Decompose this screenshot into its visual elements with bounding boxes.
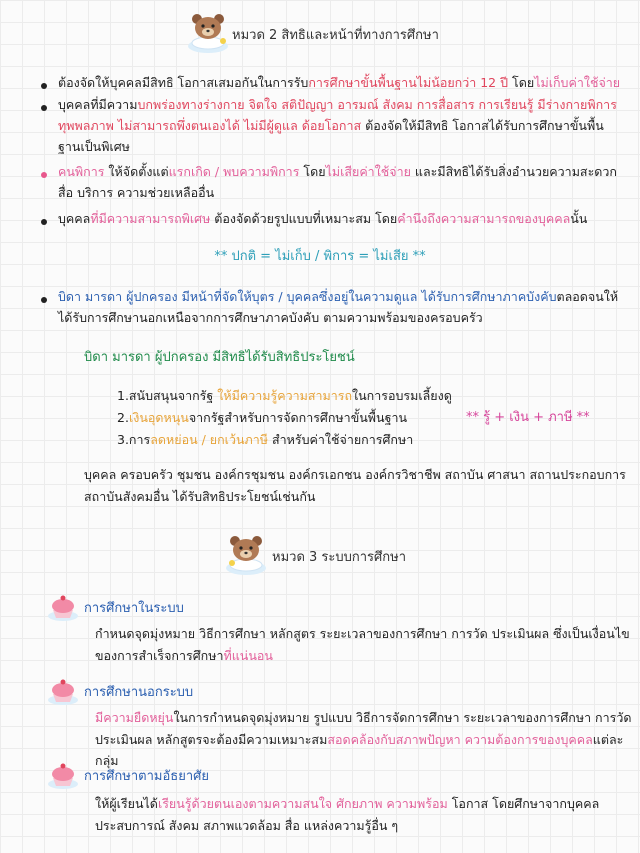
subsection-2-text-2: ประเมินผล หลักสูตรจะต้องมีความเหมาะสม: [95, 732, 328, 747]
bullet-2-text-3: ฐานเป็นพิเศษ: [58, 139, 130, 154]
bullet-3: [58, 161, 628, 203]
bullet-3-no-cost: ไม่เสียค่าใช้จ่าย: [325, 164, 411, 179]
cupcake-icon: [46, 592, 80, 622]
bullet-1-text: ต้องจัดให้บุคคลมีสิทธิ โอกาสเสมอกันในการรับ: [58, 75, 309, 90]
bear-mascot-icon: [222, 532, 270, 576]
subsection-2-text-3: แต่ละกลุ่ม: [95, 732, 624, 768]
bullet-3-text-3: และมีสิทธิได้รับสิ่งอำนวยความสะดวก: [410, 164, 617, 179]
rights-title: บิดา มารดา ผู้ปกครอง มีสิทธิได้รับสิทธิประโยชน์: [84, 350, 355, 365]
rights-item-1-highlight: ให้มีความรู้ความสามารถ: [217, 388, 353, 403]
bullet-dot-pink: [41, 172, 47, 178]
bullet-2-text-2: ต้องจัดให้มีสิทธิ โอกาสได้รับการศึกษาขั้นพื้น: [361, 118, 604, 133]
rights-item-3-highlight: ลดหย่อน / ยกเว้นภาษี: [150, 432, 269, 447]
subsection-1-title: การศึกษาในระบบ: [84, 601, 184, 616]
side-note: ** รู้ + เงิน + ภาษี **: [466, 410, 590, 425]
subsection-3-line-2: ประสบการณ์ สังคม สภาพแวดล้อม สื่อ แหล่งความรู้อื่น ๆ: [95, 818, 399, 833]
rights-item-2-text: 2.: [117, 410, 129, 425]
subsection-2-line-1: [95, 707, 632, 728]
bullet-2-text: บุคคลที่มีความ: [58, 97, 138, 112]
rights-item-3: [117, 429, 413, 450]
cupcake-icon: [46, 760, 80, 790]
rights-item-2: [117, 407, 407, 428]
bullet-2: [58, 94, 628, 157]
rights-item-2-highlight: เงินอุดหนุน: [128, 410, 189, 425]
bullet-3-text-2: โดย: [299, 164, 326, 179]
rights-item-2-text-2: จากรัฐสำหรับการจัดการศึกษาขั้นพื้นฐาน: [188, 410, 408, 425]
subsection-3-highlight: เรียนรู้ด้วยตนเองตามความสนใจ ศักยภาพ ความพร้อม: [157, 796, 448, 811]
bullet-dot: [41, 105, 47, 111]
bullet-3-text: ให้จัดตั้งแต่: [104, 164, 169, 179]
rights-item-1: [117, 385, 452, 406]
bullet-3-highlight: แรกเกิด / พบความพิการ: [168, 164, 300, 179]
rights-item-3-text: 3.การ: [117, 432, 151, 447]
rights-item-3-text-2: สำหรับค่าใช้จ่ายการศึกษา: [268, 432, 414, 447]
bullet-5-text: ตลอดจนให้: [556, 289, 619, 304]
paragraph-line-2: สถาบันสังคมอื่น ได้รับสิทธิประโยชน์เช่นกัน: [84, 489, 316, 504]
bullet-4-highlight: ที่มีความสามารถพิเศษ: [90, 211, 211, 226]
bullet-dot: [41, 83, 47, 89]
bullet-1-no-fee: ไม่เก็บค่าใช้จ่าย: [534, 75, 621, 90]
subsection-1-line-1: กำหนดจุดมุ่งหมาย วิธีการศึกษา หลักสูตร ระยะเวลาของการศึกษา การวัด ประเมินผล ซึ่งเป็นเงื่อนไข: [95, 626, 630, 641]
paragraph-line-1: บุคคล ครอบครัว ชุมชน องค์กรชุมชน องค์กรเอกชน องค์กรวิชาชีพ สถาบัน ศาสนา สถานประกอบการ: [84, 467, 626, 482]
summary-note: ** ปกติ = ไม่เก็บ / พิการ = ไม่เสีย **: [214, 249, 426, 264]
bullet-dot: [41, 297, 47, 303]
bullet-1-text-2: โดย: [508, 75, 535, 90]
bear-mascot-icon: [184, 10, 232, 54]
subsection-3-text-2: โอกาส โดยศึกษาจากบุคคล: [447, 796, 600, 811]
subsection-1-highlight: ที่แน่นอน: [223, 648, 273, 663]
bullet-5: [58, 286, 633, 328]
subsection-3-line-1: [95, 793, 599, 814]
bullet-2-highlight: บกพร่องทางร่างกาย จิตใจ สติปัญญา อารมณ์ สังคม การสื่อสาร การเรียนรู้ มีร่างกายพิการ: [137, 97, 617, 112]
subsection-2-highlight-2: สอดคล้องกับสภาพปัญหา ความต้องการของบุคคล: [327, 732, 593, 747]
subsection-2-highlight: มีความยืดหยุ่น: [95, 710, 174, 725]
section-3-title: หมวด 3 ระบบการศึกษา: [272, 550, 407, 565]
bullet-1-highlight: การศึกษาขั้นพื้นฐานไม่น้อยกว่า 12 ปี: [308, 75, 509, 90]
rights-item-1-text-2: ในการอบรมเลี้ยงดู: [352, 388, 452, 403]
subsection-3-text: ให้ผู้เรียนได้: [95, 796, 158, 811]
bullet-5-highlight: บิดา มารดา ผู้ปกครอง มีหน้าที่จัดให้บุตร / บุคคลซึ่งอยู่ในความดูแล ได้รับการศึกษาภาคบังคับ: [58, 289, 557, 304]
subsection-2-text: ในการกำหนดจุดมุ่งหมาย รูปแบบ วิธีการจัดการศึกษา ระยะเวลาของการศึกษา การวัด: [173, 710, 632, 725]
section-2-title: หมวด 2 สิทธิและหน้าที่ทางการศึกษา: [232, 28, 439, 43]
subsection-1-line-2: [95, 645, 273, 666]
bullet-5-text-2: ได้รับการศึกษานอกเหนือจากการศึกษาภาคบังคับ ตามความพร้อมของครอบครัว: [58, 310, 483, 325]
subsection-1-text: ของการสำเร็จการศึกษา: [95, 648, 224, 663]
bullet-3-text-4: สื่อ บริการ ความช่วยเหลืออื่น: [58, 185, 215, 200]
bullet-3-disabled: คนพิการ: [58, 164, 105, 179]
bullet-4-highlight-2: คำนึงถึงความสามารถของบุคคล: [397, 211, 571, 226]
subsection-2-title: การศึกษานอกระบบ: [84, 685, 194, 700]
bullet-2-highlight-2: ทุพพลภาพ ไม่สามารถพึ่งตนเองได้ ไม่มีผู้ดูแล ด้อยโอกาส: [58, 118, 362, 133]
cupcake-icon: [46, 676, 80, 706]
bullet-4-text-2: ต้องจัดด้วยรูปแบบที่เหมาะสม โดย: [210, 211, 398, 226]
bullet-1: [58, 72, 628, 93]
bullet-4-text: บุคคล: [58, 211, 91, 226]
subsection-3-title: การศึกษาตามอัธยาศัย: [84, 769, 209, 784]
bullet-dot: [41, 219, 47, 225]
bullet-4: [58, 208, 628, 229]
bullet-4-text-3: นั้น: [570, 211, 588, 226]
rights-item-1-text: 1.สนับสนุนจากรัฐ: [117, 388, 218, 403]
